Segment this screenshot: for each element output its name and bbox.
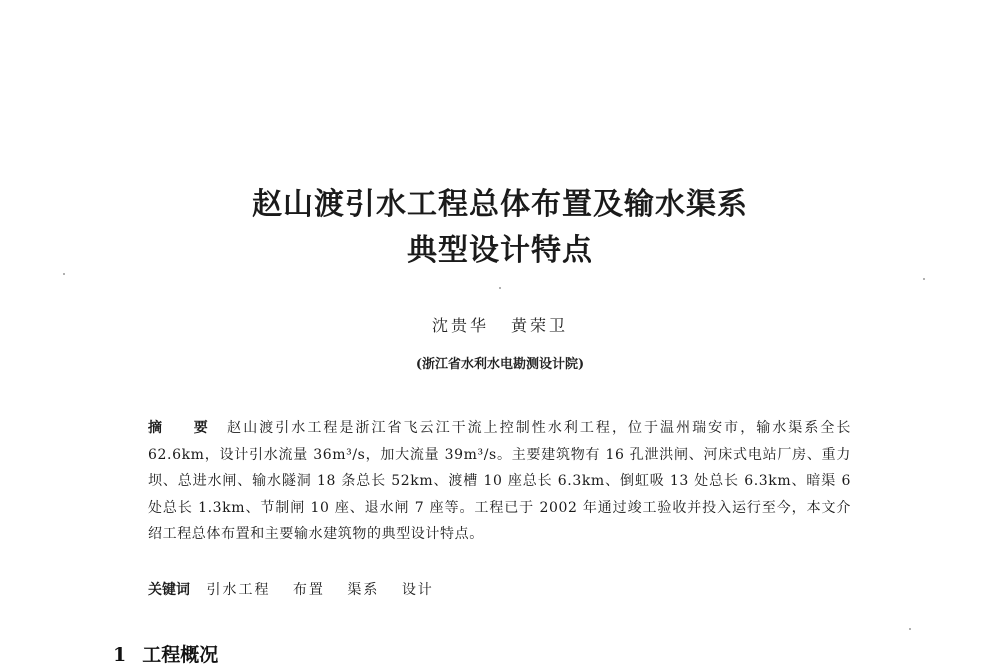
keyword: 布置	[292, 582, 325, 598]
scan-speck	[499, 287, 501, 289]
scan-speck	[909, 628, 911, 630]
section-number: 1	[113, 644, 127, 666]
author-name: 黄荣卫	[511, 316, 569, 335]
section-title: 工程概况	[142, 644, 219, 666]
keyword: 渠系	[347, 582, 380, 598]
paper-title-line-1: 赵山渡引水工程总体布置及输水渠系	[252, 187, 748, 222]
keyword: 引水工程	[206, 582, 271, 598]
author-list	[0, 313, 1000, 336]
keyword: 设计	[401, 582, 434, 598]
author-affiliation: (浙江省水利水电勘测设计院)	[415, 357, 585, 372]
keywords-label: 关键词	[148, 582, 190, 598]
author-name: 沈贵华	[431, 316, 489, 335]
abstract-text: 赵山渡引水工程是浙江省飞云江干流上控制性水利工程，位于温州瑞安市，输水渠系全长 62.6km，设计引水流量 36m³/s，加大流量 39m³/s。主要建筑物有 16 孔泄洪闸、河床式电站厂房、重力坝、总进水闸、输水隧洞 18 条总长 52km、渡槽 10 座总长 6.3km、倒虹吸 13 处总长 6.3km、暗渠 6 处总长 1.3km、节制闸 10 座、退水闸 7 座等。工程已于 2002 年通过竣工验收并投入运行至今，本文介绍工程总体布置和主要输水建筑物的典型设计特点。	[148, 420, 851, 542]
keywords-block	[148, 577, 851, 603]
paper-title-line-2: 典型设计特点	[407, 233, 593, 268]
abstract-block	[148, 415, 851, 548]
scan-speck	[923, 278, 925, 280]
scan-speck	[63, 273, 65, 275]
abstract-label: 摘 要	[148, 420, 222, 436]
